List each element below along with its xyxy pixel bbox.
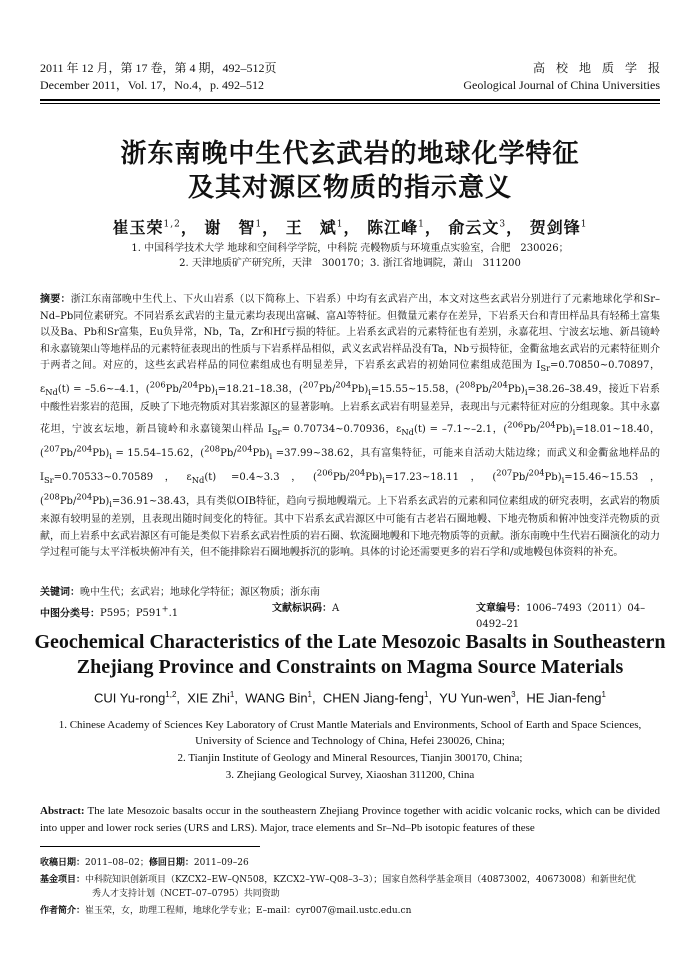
keywords-cn-label: 关键词： [40,587,80,598]
revised-date: 2011–09–26 [193,858,249,868]
author-affil-sup: 1,2 [165,690,177,699]
title-en-line1: Geochemical Characteristics of the Late Mesozoic Basalts in Southeastern [34,631,666,653]
author-name-en: CHEN Jiang-feng [322,690,424,706]
journal-citation [40,60,277,94]
footnote-funding-cont [40,887,660,901]
abstract-cn-label: 摘要： [40,294,71,305]
abstract-cn-text: 浙江东南部晚中生代上、下火山岩系（以下简称上、下岩系）中均有玄武岩产出，本文对这些玄武岩分别进行了元素地球化学和Sr–Nd–Pb同位素研究。不同岩系玄武岩的主量元素均表现出富碱、富Al等特征。但微量元素存在差异，下岩系天台和青田样品具有轻稀土富集以及Ba、Pb和Sr富集，Eu负异常，Nb，Ta，Zr和Hf亏损的特征。上岩系玄武岩的元素特征也有差别，永嘉花坦、宁波玄坛地、新昌镜岭和永嘉镜架山等地样品的元素特征表现出的性质与下岩系样品相似，武义玄武岩样品没有Ta，Nb亏损特征，金衢盆地玄武岩的元素特征则介于两者之间。对应的，这些玄武岩样品的同位素组成也有明显差异，下岩系玄武岩的初始同位素组成范围为 $I_{Sr}=0.70850\sim 0.70897$，$\varepsilon_{Nd}(t)$ = –5.6~–4.1，$(^{206}Pb/^{204}Pb)_i=18.21-18.38$，$(^{207}Pb/^{204}Pb)_i=15.55\sim 15.58$，$(^{208}Pb/^{204}Pb)_i=38.26-38.49$，接近下岩系中酸性岩浆岩的范围，反映了下地壳物质对其岩浆源区的显著影响。上岩系玄武岩有明显差异，表现出与元素特征对应的分组现象。其中永嘉花坦，宁波玄坛地，新昌镜岭和永嘉镜架山样品 $I_{Sr}=$ 0.70734~0.70936，$\varepsilon_{Nd}(t)$ = –7.1~–2.1，$(^{206}Pb/^{204}Pb)_i=18.01\sim 18.40$，$(^{207}Pb/^{204}Pb)_i = 15.54-15.62$，$(^{208}Pb/^{204}Pb)_i$ =37.99~38.62，具有富集特征，可能来自活动大陆边缘；而武义和金衢盆地样品的 $I_{Sr}=0.70533\sim 0.70589$，$\varepsilon_{Nd}(t)$ =0.4~3.3，$(^{206}Pb/^{204}Pb)_i=17.23\sim 18.11$，$(^{207}Pb/^{204}Pb)_i=15.46\sim 15.53$，$(^{208}Pb/^{204}Pb)_i=36.91\sim 38.43$，具有类似OIB特征，趋向亏损地幔端元。上下岩系玄武岩的元素和同位素组成的研究表明，玄武岩的物质来源有较明显的差别，且表现出随时间变化的特征。其中下岩系玄武岩源区中可能有古老岩石圈地幔、下地壳物质和俯冲蚀变洋壳物质的贡献，而上岩系中玄武岩源区有可能是类似下岩系玄武岩性质的岩石圈、软流圈地幔和下地壳物质等的贡献。浙东南晚中生代岩石圈演化的动力学过程可能与太平洋板块俯冲有关，但不能排除岩石圈地幔拆沉的影响。具体的讨论还需要更多的岩石学和/或地幔包体资料的补充。 [40,294,660,559]
author-name: 王 斌 [285,218,337,237]
author-name: 谢 智 [204,218,256,237]
author-affil-sup: 1,2 [163,219,181,230]
affiliation-en-line2: University of Science and Technology of China, Hefei 230026, China; [195,735,505,747]
affiliation-en-line1: 1. Chinese Academy of Sciences Key Laboratory of Crust Mantle Materials and Environments, School of Earth and Space Sciences, [58,719,642,731]
abstract-en [40,803,660,837]
doc-label: 文献标识码： [272,603,332,614]
journal-name [463,60,671,94]
title-cn-line1: 浙东南晚中生代玄武岩的地球化学特征 [120,139,580,169]
funding-line2: 秀人才支持计划（NCET–07–0795）共同资助 [92,889,280,899]
author-affil-sup: 3 [499,219,507,230]
abstract-en-label: Abstract: [40,805,85,817]
received-label: 收稿日期： [40,858,86,868]
footnote-funding [40,873,660,887]
author-name-en: XIE Zhi [187,690,230,706]
author-name: 贺剑锋 [529,218,581,237]
doc-code [272,601,339,617]
footnote-dates: 收稿日期：2011–08–02；修回日期：2011–09–26 [40,858,249,868]
revised-label: 修回日期： [148,858,194,868]
citation-en: December 2011，Vol. 17，No.4，p. 492–512 [40,78,264,92]
journal-name-en: Geological Journal of China Universities [463,78,660,92]
abstract-en-text: The late Mesozoic basalts occur in the southeastern Zhejiang Province together with acidic volcanic rocks, which can be divided into upper and lower rock series (URS and LRS). Major, trace elements and Sr–Nd–Pb isotopic features of these [40,805,660,834]
article-number [476,601,660,633]
author-name: 陈江峰 [367,218,419,237]
affiliation-en-line3: 2. Tianjin Institute of Geology and Mineral Resources, Tianjin 300170, China; [177,752,523,764]
author-name-en: WANG Bin [245,690,308,706]
clc-value: P595；P591+.1 [100,604,179,620]
author-affil-sup: 1 [424,690,429,699]
title-en [0,630,700,680]
author-affil-sup: 1 [307,690,312,699]
doc-value: A [332,603,340,614]
author-affil-sup: 1 [418,219,425,230]
footnote-rule [40,846,260,847]
clc-label: 中图分类号： [40,608,100,620]
author-name-en: CUI Yu-rong [94,690,166,706]
author-affil-sup: 3 [511,690,516,699]
article-value: 1006–7493（2011）04–0492–21 [476,603,646,630]
clc-number [40,601,178,622]
abstract-cn [40,292,660,562]
journal-name-cn: 高校地质学报 [532,61,671,75]
header-rule [40,99,660,101]
author-affil-sup: 1 [580,219,588,230]
funding-label: 基金项目： [40,875,86,885]
funding-line1: 中科院知识创新项目（KZCX2–EW–QN508，KZCX2–YW–Q08–3–3）；国家自然科学基金项目（40873002，40673008）和新世纪优 [85,875,636,885]
author-list-en: CUI Yu-rong$^{1,2}$, XIE Zhi$^1$, WANG Bin$^1$, CHEN Jiang-feng$^1$, YU Yun-wen$^3$, HE Jian-feng$^1$ [94,690,606,706]
author-name: 崔玉荣 [112,218,164,237]
author-bio-label: 作者简介： [40,906,86,916]
keywords-cn-text: 晚中生代；玄武岩；地球化学特征；源区物质；浙东南 [80,587,320,598]
author-bio-text: 崔玉荣，女，助理工程师，地球化学专业；E–mail：cyr007@mail.ustc.edu.cn [85,906,412,916]
footnote-author [40,904,660,918]
author-affil-sup: 1 [336,219,344,230]
citation-cn: 2011 年 12 月，第 17 卷，第 4 期，492–512页 [40,61,277,75]
author-affil-sup: 1 [255,219,263,230]
author-name-en: HE Jian-feng [526,690,602,706]
article-label: 文章编号： [476,603,526,614]
author-affil-sup: 1 [601,690,606,699]
affiliation-cn-line1: 1. 中国科学技术大学 地球和空间科学学院，中科院 壳幔物质与环境重点实验室，合肥 230026； [131,243,569,254]
affiliation-en-line4: 3. Zhejiang Geological Survey, Xiaoshan 311200, China [225,769,475,781]
author-affil-sup: 1 [229,690,235,699]
received-date: 2011–08–02 [85,858,140,868]
author-name: 俞云文 [448,218,500,237]
header-rule-thin [40,103,660,104]
keywords-cn [40,585,660,601]
title-en-line2: Zhejiang Province and Constraints on Magma Source Materials [76,656,624,678]
affiliation-cn-line2: 2. 天津地质矿产研究所，天津 300170；3. 浙江省地调院，萧山 311200 [179,258,521,269]
author-list-cn: 崔玉荣$^{1,2}$， 谢 智$^1$， 王 斌$^1$， 陈江峰$^1$， 俞云文$^3$， 贺剑锋$^1$ [112,218,588,237]
author-name-en: YU Yun-wen [439,690,512,706]
title-cn-line2: 及其对源区物质的指示意义 [187,173,512,203]
